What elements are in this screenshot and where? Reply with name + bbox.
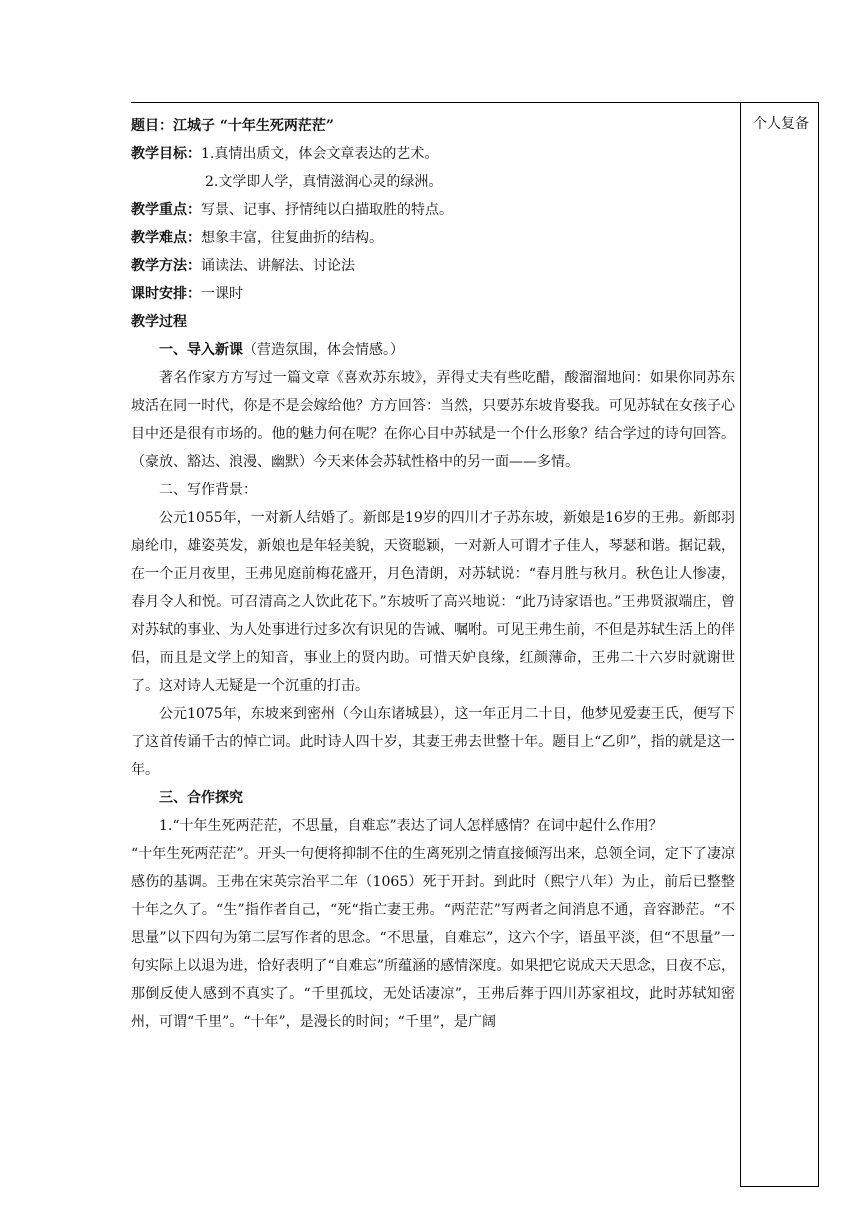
- goals-label: 教学目标：: [131, 146, 201, 162]
- section-2-paragraph-1: 公元1055年，一对新人结婚了。新郎是19岁的四川才子苏东坡，新娘是16岁的王弗。新郎羽扇纶巾，雄姿英发，新娘也是年轻美貌，天资聪颖，一对新人可谓才子佳人，琴瑟和谐。据记载，在一个正月夜里，王弗见庭前梅花盛开，月色清朗，对苏轼说：“春月胜与秋月。秋色让人惨凄，春月令人和悦。可召清高之人饮此花下。”东坡听了高兴地说：“此乃诗家语也。”王弗贤淑端庄，曾对苏轼的事业、为人处事进行过多次有识见的告诫、嘱咐。可见王弗生前，不但是苏轼生活上的伴侣，而且是文学上的知音，事业上的贤内助。可惜天妒良缘，红颜薄命，王弗二十六岁时就谢世了。这对诗人无疑是一个沉重的打击。: [131, 510, 735, 694]
- difficulty-label: 教学难点：: [131, 230, 201, 246]
- difficulty-text: 想象丰富，往复曲折的结构。: [201, 230, 383, 246]
- schedule-text: 一课时: [201, 286, 243, 302]
- side-notes-column: [740, 102, 819, 1187]
- title-text: 江城子 “十年生死两茫茫”: [173, 118, 334, 134]
- section-2-heading: 二、写作背景：: [159, 482, 257, 498]
- teaching-method: [131, 252, 735, 280]
- key-text: 写景、记事、抒情纯以白描取胜的特点。: [201, 202, 453, 218]
- top-rule: [131, 102, 740, 103]
- method-label: 教学方法：: [131, 258, 201, 274]
- lesson-title: [131, 112, 735, 140]
- process-heading: 教学过程: [131, 314, 187, 330]
- section-1-paragraph: 著名作家方方写过一篇文章《喜欢苏东坡》，弄得丈夫有些吃醋，酸溜溜地问：如果你同苏东坡活在同一时代，你是不是会嫁给他？方方回答：当然，只要苏东坡肯娶我。可见苏轼在女孩子心目中还是很有市场的。他的魅力何在呢？在你心目中苏轼是一个什么形象？结合学过的诗句回答。（豪放、豁达、浪漫、幽默）今天来体会苏轼性格中的另一面——多情。: [131, 370, 735, 470]
- question-1-answer: “十年生死两茫茫”。开头一句便将抑制不住的生离死别之情直接倾泻出来，总领全词，定下了凄凉感伤的基调。王弗在宋英宗治平二年（1065）死于开封。到此时（熙宁八年）为止，前后已整整十年之久了。“生”指作者自己，“死“指亡妻王弗。“两茫茫”写两者之间消息不通，音容渺茫。“不思量”以下四句为第二层写作者的思念。“不思量，自难忘”，这六个字，语虽平淡，但“不思量”一句实际上以退为进，恰好表明了“自难忘”所蕴涵的感情深度。如果把它说成天天思念，日夜不忘，那倒反使人感到不真实了。“千里孤坟，无处话凄凉”，王弗后葬于四川苏家祖坟，此时苏轼知密州，可谓“千里”。“十年”，是漫长的时间；“千里”，是广阔: [131, 846, 735, 1030]
- goal-2-line: [131, 168, 735, 196]
- section-2-paragraph-2: 公元1075年，东坡来到密州（今山东诸城县），这一年正月二十日，他梦见爱妻王氏，便写下了这首传诵千古的悼亡词。此时诗人四十岁，其妻王弗去世整十年。题目上“乙卯”，指的就是这一年。: [131, 706, 735, 778]
- teaching-goals: [131, 140, 735, 168]
- method-text: 诵读法、讲解法、讨论法: [201, 258, 355, 274]
- section-1-title: 一、导入新课: [159, 342, 243, 358]
- side-notes-label: 个人复备: [753, 116, 809, 132]
- schedule-label: 课时安排：: [131, 286, 201, 302]
- goal-1: 1.真情出质文，体会文章表达的艺术。: [201, 146, 439, 162]
- teaching-difficulty: [131, 224, 735, 252]
- question-1: 1.“十年生死两茫茫，不思量，自难忘”表达了词人怎样感情？在词中起什么作用？: [159, 818, 663, 834]
- goal-2: 2.文学即人学，真情滋润心灵的绿洲。: [205, 174, 443, 190]
- key-label: 教学重点：: [131, 202, 201, 218]
- teaching-key-points: [131, 196, 735, 224]
- section-1-note: （营造氛围，体会情感。）: [243, 342, 404, 358]
- title-label: 题目：: [131, 118, 173, 134]
- section-1-heading: [131, 336, 735, 364]
- section-3-heading: 三、合作探究: [159, 790, 243, 806]
- class-schedule: [131, 280, 735, 308]
- lesson-plan-content: [131, 112, 735, 1036]
